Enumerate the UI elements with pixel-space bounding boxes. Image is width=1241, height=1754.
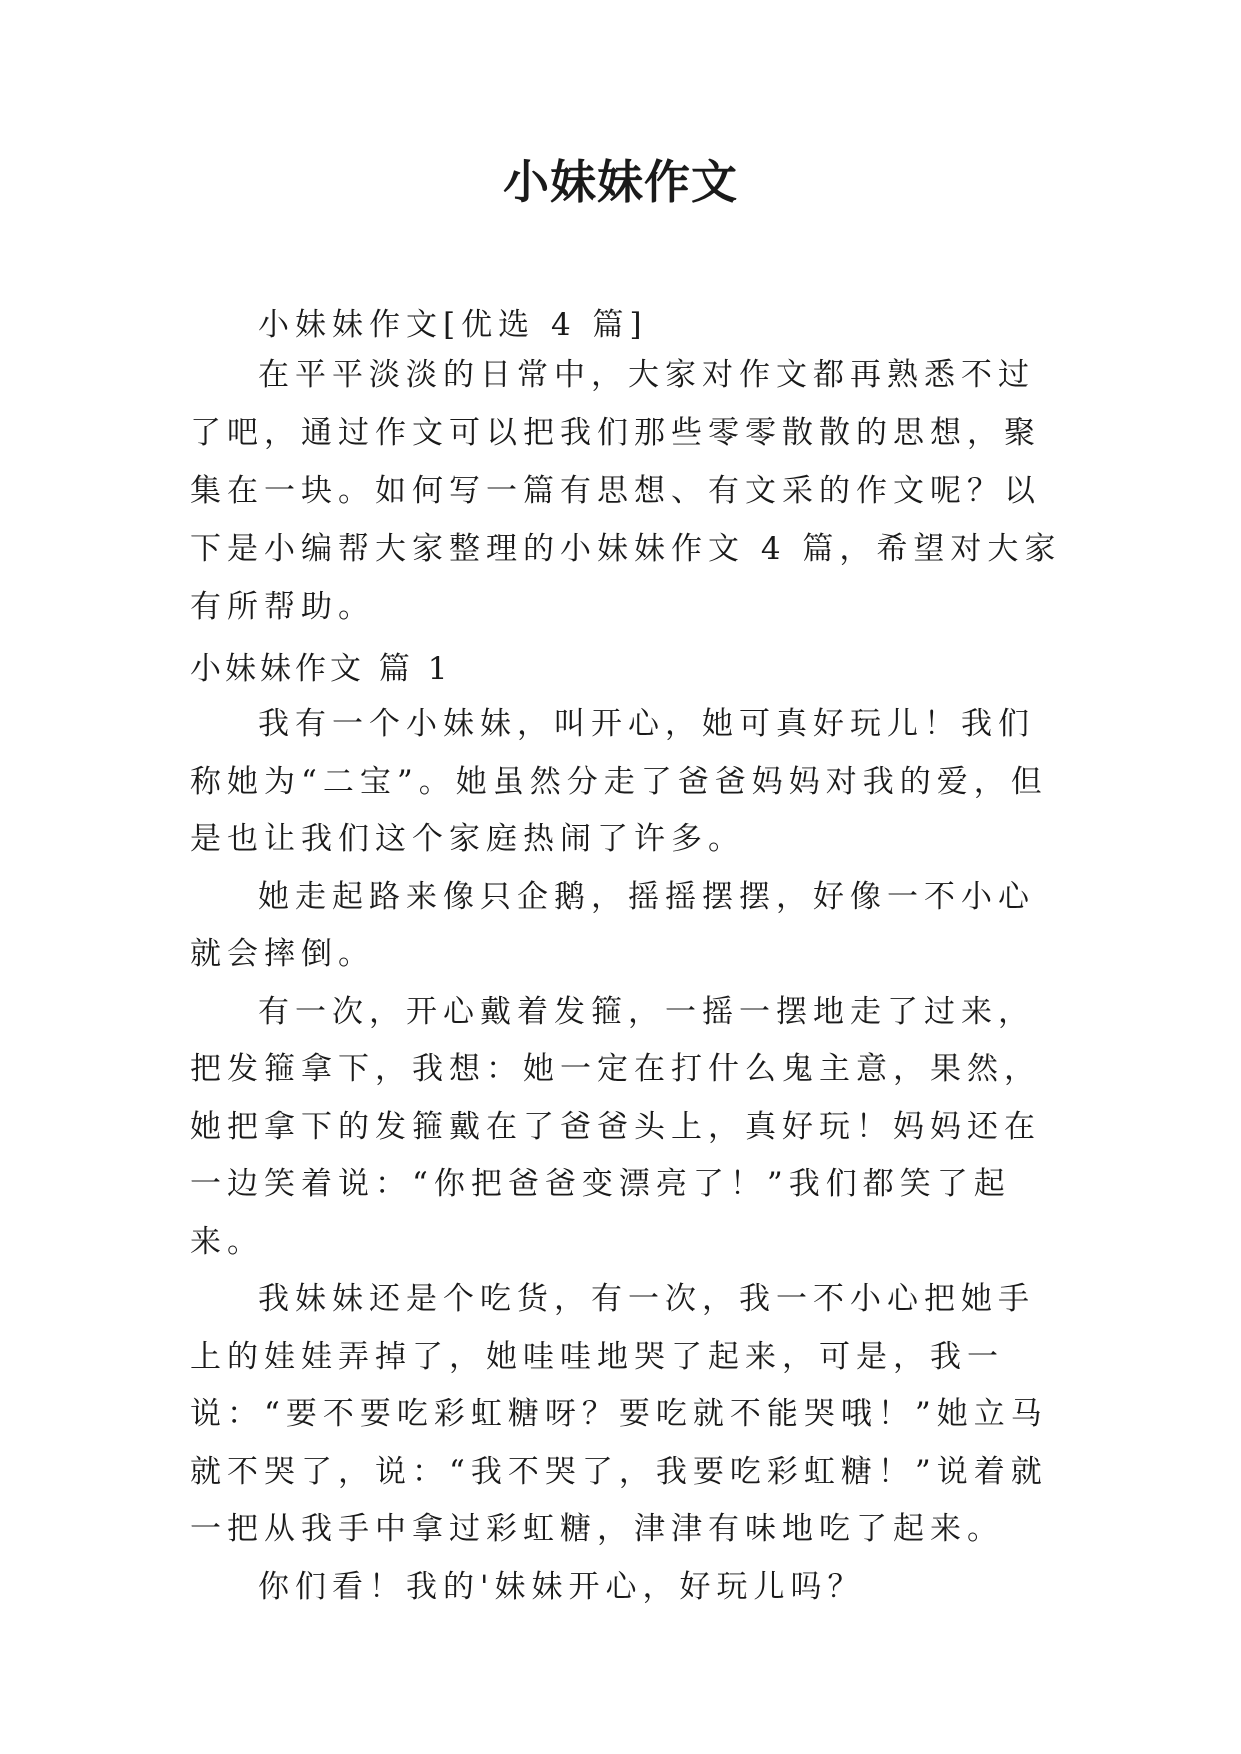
document-subtitle: 小妹妹作文[优选 4 篇] — [258, 307, 648, 343]
essay-paragraph: 有一次，开心戴着发箍，一摇一摆地走了过来，把发箍拿下，我想：她一定在打什么鬼主意，果然，她把拿下的发箍戴在了爸爸头上，真好玩！妈妈还在一边笑着说：“你把爸爸变漂亮了！”我们都笑了起来。 — [190, 993, 1041, 1260]
essay-paragraph: 你们看！我的'妹妹开心，好玩儿吗？ — [258, 1568, 865, 1605]
document-title: 小妹妹作文 — [503, 155, 738, 209]
essay-paragraph: 我妹妹还是个吃货，有一次，我一不小心把她手上的娃娃弄掉了，她哇哇地哭了起来，可是，我一说：“要不要吃彩虹糖呀？要吃就不能哭哦！”她立马就不哭了，说：“我不哭了，我要吃彩虹糖！”说着就一把从我手中拿过彩虹糖，津津有味地吃了起来。 — [190, 1281, 1048, 1547]
essay-body — [190, 696, 1070, 1616]
essay-paragraph: 她走起路来像只企鹅，摇摇摆摆，好像一不小心就会摔倒。 — [190, 878, 1035, 972]
section-heading: 小妹妹作文 篇 1 — [190, 651, 452, 687]
essay-paragraph: 我有一个小妹妹，叫开心，她可真好玩儿！我们称她为“二宝”。她虽然分走了爸爸妈妈对我的爱，但是也让我们这个家庭热闹了许多。 — [190, 706, 1048, 857]
intro-paragraph: 在平平淡淡的日常中，大家对作文都再熟悉不过了吧，通过作文可以把我们那些零零散散的思想，聚集在一块。如何写一篇有思想、有文采的作文呢？以下是小编帮大家整理的小妹妹作文 4 篇，希望对大家有所帮助。 — [190, 357, 1062, 625]
